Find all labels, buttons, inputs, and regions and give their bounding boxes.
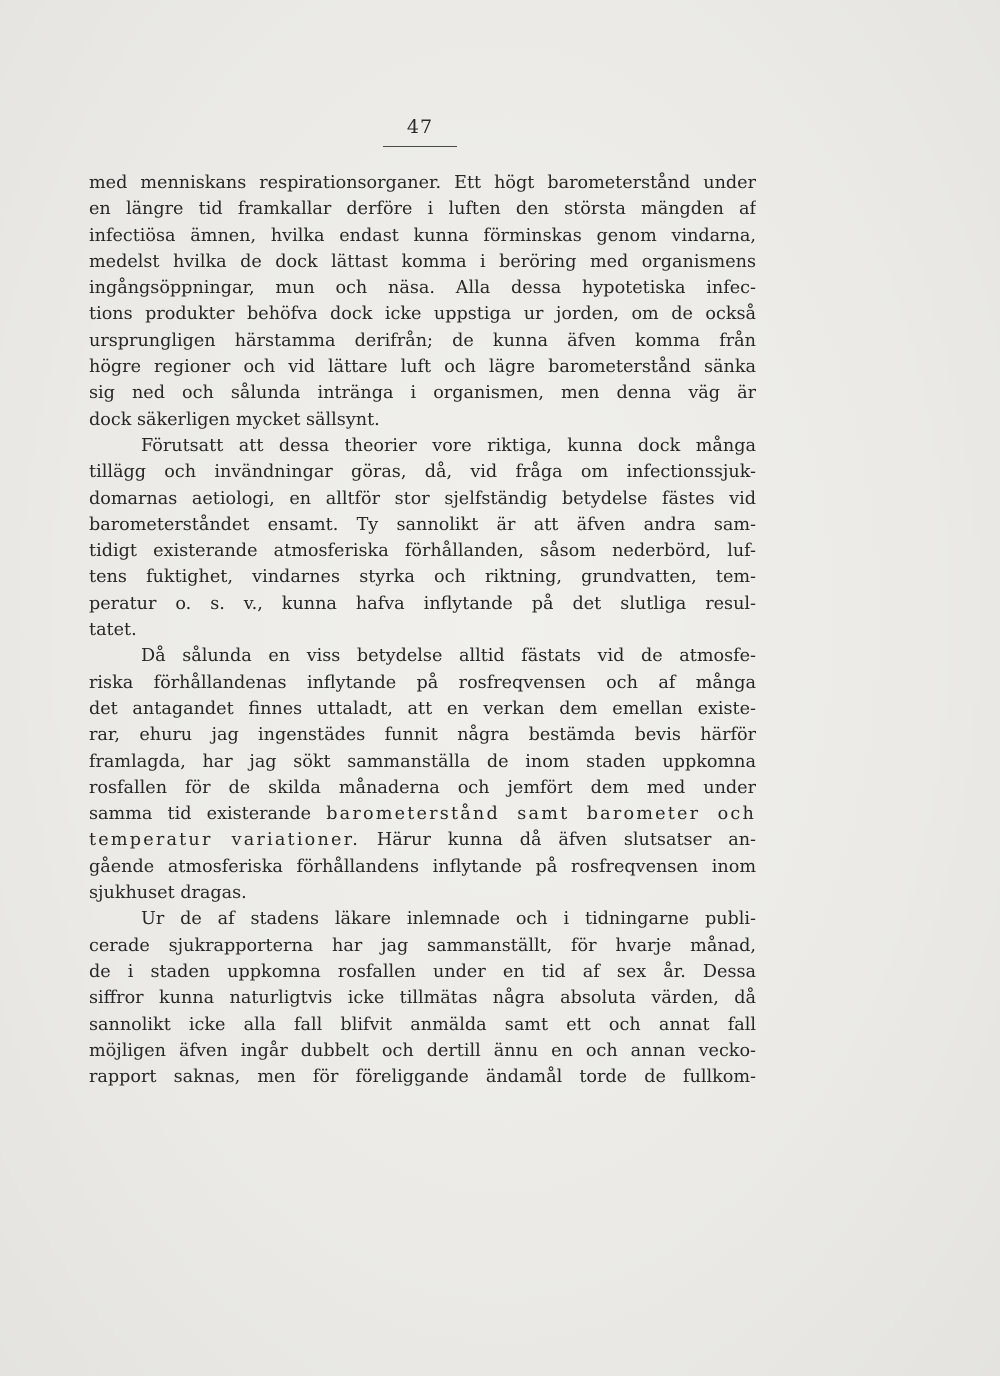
text-line: samma tid existerande barometerstånd samt barometer och [89,804,756,825]
text-line: möjligen äfven ingår dubbelt och dertill ännu en och annan vecko- [89,1040,756,1061]
text-line: Ur de af stadens läkare inlemnade och i tidningarne publi- [141,909,756,930]
text-line: peratur o. s. v., kunna hafva inflytande på det slutliga resul- [89,593,756,614]
text-line: gående atmosferiska förhållandens inflytande på rosfreqvensen inom [89,856,756,877]
body-text [89,170,756,1090]
text-line: sjukhuset dragas. [89,883,247,904]
text-line: det antagandet finnes uttaladt, att en verkan dem emellan existe- [89,698,756,719]
text-line: cerade sjukrapporterna har jag sammanställt, för hvarje månad, [89,935,756,956]
text-line: tillägg och invändningar göras, då, vid fråga om infectionssjuk- [89,462,756,483]
text-line: en längre tid framkallar derföre i luften den största mängden af [89,199,756,220]
text-line: tens fuktighet, vindarnes styrka och riktning, grundvatten, tem- [89,567,756,588]
page-number-rule [383,146,457,147]
text-line: domarnas aetiologi, en alltför stor sjelfständig betydelse fästes vid [89,488,756,509]
text-line: ursprungligen härstamma derifrån; de kunna äfven komma från [89,330,756,351]
text-line: Förutsatt att dessa theorier vore riktiga, kunna dock många [141,435,756,456]
text-line: rar, ehuru jag ingenstädes funnit några bestämda bevis härför [89,725,756,746]
text-line: rapport saknas, men för föreliggande ändamål torde de fullkom- [89,1067,756,1088]
text-line: medelst hvilka de dock lättast komma i beröring med organismens [89,251,756,272]
text-line: rosfallen för de skilda månaderna och jemfört dem med under [89,777,756,798]
text-line: tidigt existerande atmosferiska förhållanden, såsom nederbörd, luf- [89,541,756,562]
text-line: tions produkter behöfva dock icke uppstiga ur jorden, om de också [89,304,756,325]
text-line: riska förhållandenas inflytande på rosfreqvensen och af många [89,672,756,693]
text-line: tatet. [89,620,137,641]
page-number: 47 [406,116,434,138]
text-line: barometerståndet ensamt. Ty sannolikt är att äfven andra sam- [89,514,756,535]
text-line: ingångsöppningar, mun och näsa. Alla dessa hypotetiska infec- [89,278,756,299]
text-line: sig ned och sålunda intränga i organismen, men denna väg är [89,383,756,404]
text-line: framlagda, har jag sökt sammanställa de inom staden uppkomna [89,751,756,772]
text-line: de i staden uppkomna rosfallen under en tid af sex år. Dessa [89,961,756,982]
text-line: siffror kunna naturligtvis icke tillmätas några absoluta värden, då [89,988,756,1009]
text-line: högre regioner och vid lättare luft och lägre barometerstånd sänka [89,357,756,378]
text-line: Då sålunda en viss betydelse alltid fästats vid de atmosfe- [141,646,756,667]
page-number-container [380,116,460,138]
text-line: sannolikt icke alla fall blifvit anmälda samt ett och annat fall [89,1014,756,1035]
text-line: temperatur variationer. Härur kunna då äfven slutsatser an- [89,830,756,851]
text-line: infectiösa ämnen, hvilka endast kunna förminskas genom vindarna, [89,225,756,246]
emphasized-text: barometerstånd samt barometer och [326,804,756,825]
text-line: med menniskans respirationsorganer. Ett högt barometerstånd under [89,173,756,193]
text-line: dock säkerligen mycket sällsynt. [89,409,380,430]
emphasized-text: temperatur variationer. [89,830,361,851]
